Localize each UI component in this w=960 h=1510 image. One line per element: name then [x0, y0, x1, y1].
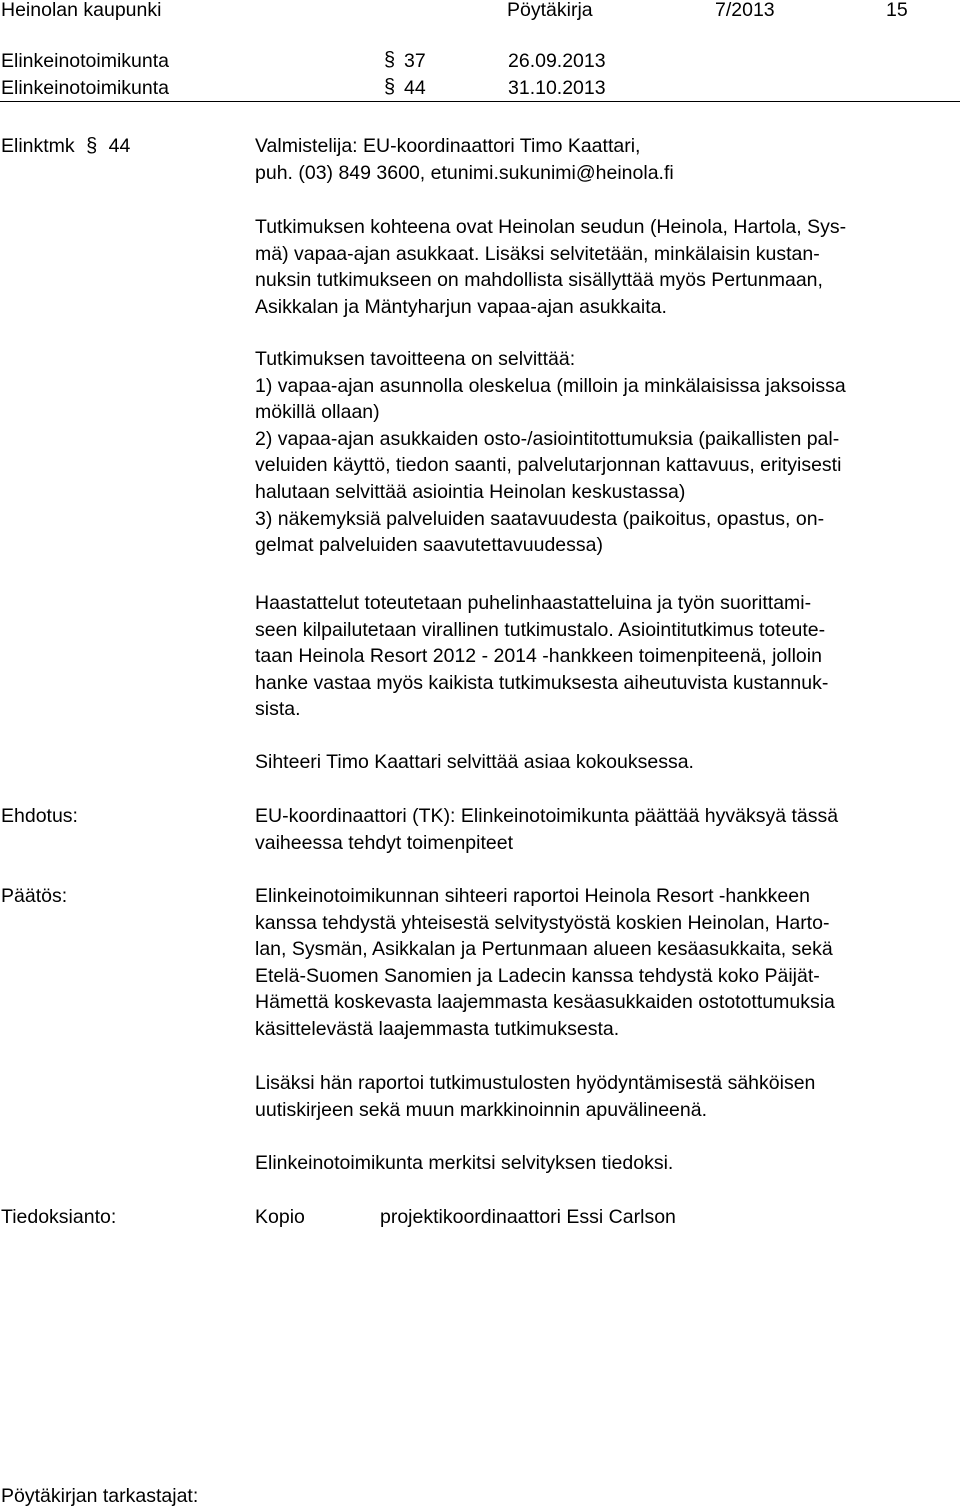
proposal-text — [255, 803, 957, 856]
item-paragraph — [255, 214, 957, 320]
text-line: 1) vapaa-ajan asunnolla oleskelua (milloin ja minkälaisissa jaksoissa — [255, 374, 846, 397]
meeting-section: 44 — [404, 77, 426, 99]
notification-label: Tiedoksianto: — [1, 1206, 117, 1228]
text-line: Haastattelut toteutetaan puhelinhaastatteluina ja työn suorittami- — [255, 592, 812, 614]
text-line: kanssa tehdystä yhteisestä selvitystyöstä koskien Heinolan, Harto- — [255, 911, 830, 934]
text-line: käsittelevästä laajemmasta tutkimuksesta. — [255, 1017, 620, 1040]
decision-paragraph — [255, 1070, 957, 1123]
text-line: lan, Sysmän, Asikkalan ja Pertunmaan alueen kesäasukkaita, sekä — [255, 938, 833, 961]
item-paragraph — [255, 590, 957, 723]
text-line: Tutkimuksen kohteena ovat Heinolan seudun (Heinola, Hartola, Sys- — [255, 216, 847, 238]
text-line: Hämettä koskevasta laajemmasta kesäasukkaiden ostotottumuksia — [255, 991, 835, 1014]
text-line: hanke vastaa myös kaikista tutkimuksesta aiheutuvista kustannuk- — [255, 671, 829, 694]
minutes-reviewers-label: Pöytäkirjan tarkastajat: — [1, 1485, 199, 1507]
preparer-line: Valmistelija: EU-koordinaattori Timo Kaattari, — [255, 135, 641, 157]
meeting-body: Elinkeinotoimikunta — [1, 77, 170, 99]
text-line: EU-koordinaattori (TK): Elinkeinotoimikunta päättää hyväksyä tässä — [255, 805, 839, 827]
decision-paragraph — [255, 883, 957, 1043]
text-line: Tutkimuksen tavoitteena on selvittää: — [255, 348, 576, 370]
section-sign-icon: § — [86, 135, 98, 157]
preparer-line: puh. (03) 849 3600, etunimi.sukunimi@heinola.fi — [255, 161, 674, 184]
text-line: Etelä-Suomen Sanomien ja Ladecin kanssa tehdystä koko Päijät- — [255, 964, 820, 987]
text-line: uutiskirjeen sekä muun markkinoinnin apuvälineenä. — [255, 1098, 708, 1121]
section-sign-icon: § — [384, 49, 396, 71]
meeting-body: Elinkeinotoimikunta — [1, 50, 170, 72]
text-line: Sihteeri Timo Kaattari selvittää asiaa kokouksessa. — [255, 751, 694, 773]
preparer-info — [255, 133, 957, 186]
organization-name: Heinolan kaupunki — [1, 0, 162, 21]
meeting-date: 31.10.2013 — [508, 77, 606, 99]
proposal-label: Ehdotus: — [1, 805, 78, 827]
notification-recipient: projektikoordinaattori Essi Carlson — [380, 1206, 676, 1228]
page-number: 15 — [886, 0, 908, 21]
item-reference — [1, 133, 130, 160]
decision-label: Päätös: — [1, 885, 68, 907]
decision-paragraph — [255, 1150, 957, 1177]
document-type: Pöytäkirja — [507, 0, 593, 21]
text-line: taan Heinola Resort 2012 - 2014 -hankkeen toimenpiteenä, jolloin — [255, 645, 822, 668]
text-line: Lisäksi hän raportoi tutkimustulosten hyödyntämisestä sähköisen — [255, 1072, 816, 1094]
text-line: gelmat palveluiden saavutettavuudessa) — [255, 534, 603, 557]
document-number: 7/2013 — [715, 0, 775, 21]
item-paragraph — [255, 749, 957, 776]
text-line: nuksin tutkimukseen on mahdollista sisällyttää myös Pertunmaan, — [255, 269, 823, 292]
header-divider — [0, 101, 960, 102]
text-line: Elinkeinotoimikunnan sihteeri raportoi Heinola Resort -hankkeen — [255, 885, 810, 907]
text-line: vaiheessa tehdyt toimenpiteet — [255, 831, 513, 854]
meeting-date: 26.09.2013 — [508, 50, 606, 72]
text-line: Asikkalan ja Mäntyharjun vapaa-ajan asukkaita. — [255, 295, 667, 318]
section-sign-icon: § — [384, 76, 396, 98]
item-section: 44 — [108, 135, 131, 157]
text-line: halutaan selvittää asiointia Heinolan keskustassa) — [255, 480, 686, 503]
meeting-section: 37 — [404, 50, 426, 72]
text-line: Elinkeinotoimikunta merkitsi selvityksen tiedoksi. — [255, 1152, 674, 1174]
text-line: veluiden käyttö, tiedon saanti, palvelutarjonnan kattavuus, erityisesti — [255, 454, 842, 477]
notification-type: Kopio — [255, 1206, 305, 1228]
text-line: seen kilpailutetaan virallinen tutkimustalo. Asiointitutkimus toteute- — [255, 618, 826, 641]
text-line: sista. — [255, 698, 301, 721]
text-line: mökillä ollaan) — [255, 401, 380, 424]
item-paragraph — [255, 346, 957, 559]
text-line: 2) vapaa-ajan asukkaiden osto-/asiointitottumuksia (paikallisten pal- — [255, 427, 840, 450]
text-line: mä) vapaa-ajan asukkaat. Lisäksi selvitetään, minkälaisin kustan- — [255, 242, 820, 265]
text-line: 3) näkemyksiä palveluiden saatavuudesta (paikoitus, opastus, on- — [255, 507, 825, 530]
item-ref-label: Elinktmk — [1, 135, 75, 157]
